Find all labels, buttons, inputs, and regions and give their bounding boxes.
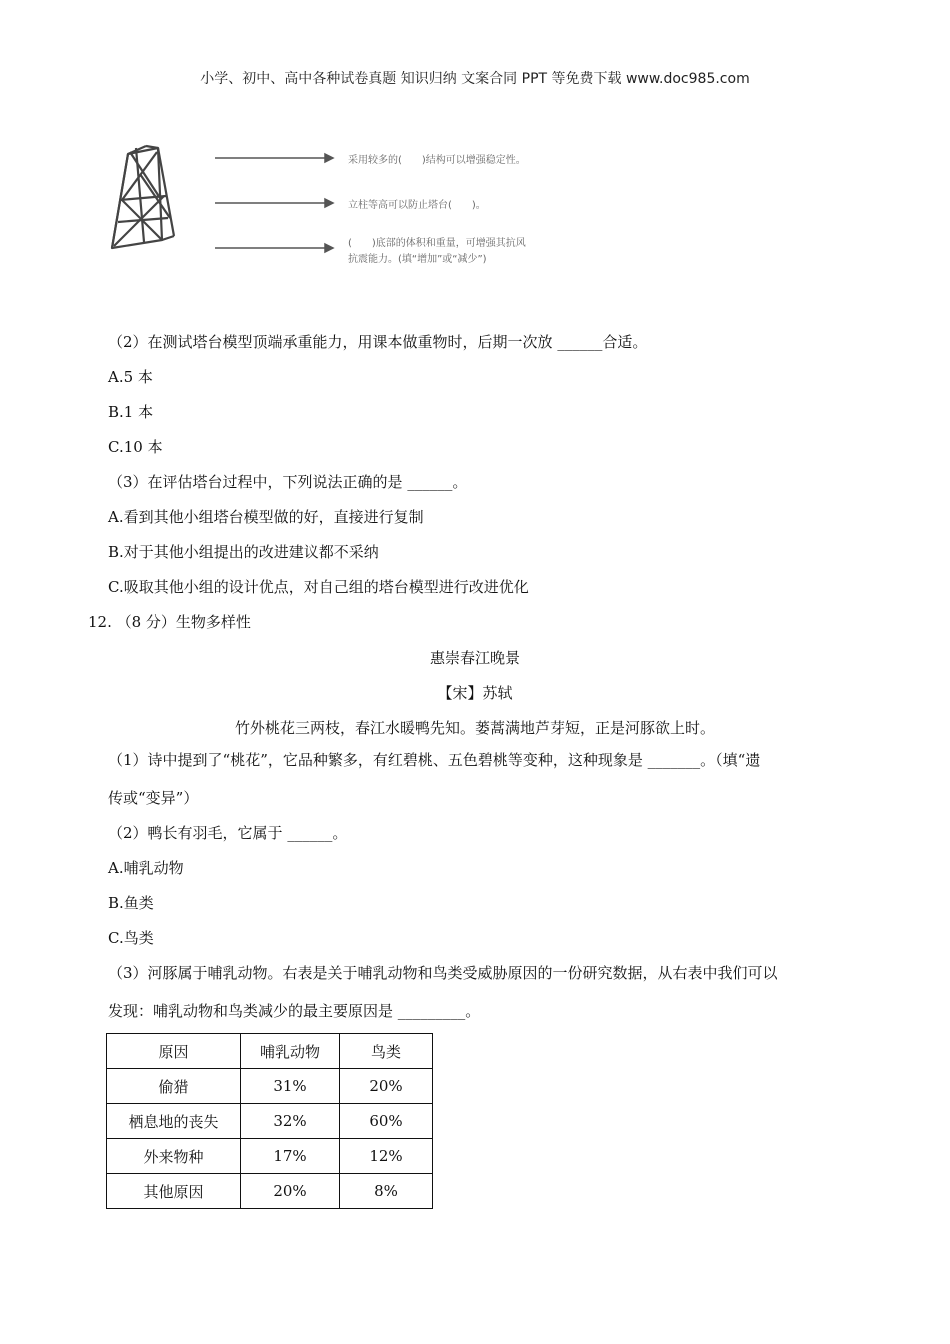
table-cell: 20% xyxy=(340,1069,433,1104)
q11-part2-option-b: B.1 本 xyxy=(108,403,154,421)
table-cell: 外来物种 xyxy=(107,1139,241,1174)
table-cell: 其他原因 xyxy=(107,1174,241,1209)
table-header-cell: 哺乳动物 xyxy=(241,1034,340,1069)
table-cell: 32% xyxy=(241,1104,340,1139)
figure-label-column: 立柱等高可以防止塔台( )。 xyxy=(348,200,486,211)
q12-part2-option-b: B.鱼类 xyxy=(108,894,154,912)
table-row xyxy=(107,1174,433,1209)
q12-part2-option-c: C.鸟类 xyxy=(108,929,154,947)
table-cell: 偷猎 xyxy=(107,1069,241,1104)
poem-text: 竹外桃花三两枝，春江水暖鸭先知。蒌蒿满地芦芽短，正是河豚欲上时。 xyxy=(234,719,715,737)
q12-part2: （2）鸭长有羽毛，它属于 ______。 xyxy=(108,824,348,842)
q12-heading: 12. （8 分）生物多样性 xyxy=(88,613,251,631)
threat-data-table xyxy=(106,1033,433,1209)
poem-author: 【宋】苏轼 xyxy=(437,684,513,702)
table-header-row xyxy=(107,1034,433,1069)
table-row xyxy=(107,1139,433,1174)
table-cell: 20% xyxy=(241,1174,340,1209)
figure-label-stability: 采用较多的( )结构可以增强稳定性。 xyxy=(348,155,526,166)
q12-part3-line2: 发现：哺乳动物和鸟类减少的最主要原因是 _________。 xyxy=(108,1002,481,1020)
q11-part2-option-a: A.5 本 xyxy=(108,368,153,386)
poem-title: 惠崇春江晚景 xyxy=(429,649,520,667)
table-row xyxy=(107,1069,433,1104)
q11-part3-option-a: A.看到其他小组塔台模型做的好，直接进行复制 xyxy=(108,508,424,526)
q12-part3-line1: （3）河豚属于哺乳动物。右表是关于哺乳动物和鸟类受威胁原因的一份研究数据，从右表中我们可以 xyxy=(108,964,778,982)
q12-part2-option-a: A.哺乳动物 xyxy=(108,859,184,877)
table-cell: 12% xyxy=(340,1139,433,1174)
figure-label-base: ( )底部的体积和重量，可增强其抗风 xyxy=(348,238,526,249)
table-cell: 17% xyxy=(241,1139,340,1174)
table-row xyxy=(107,1104,433,1139)
q11-part2: （2）在测试塔台模型顶端承重能力，用课本做重物时，后期一次放 ______合适。 xyxy=(108,333,648,351)
q12-part1-line2: 传或“变异”） xyxy=(108,789,199,807)
q11-part3: （3）在评估塔台过程中，下列说法正确的是 ______。 xyxy=(108,473,468,491)
q11-part2-option-c: C.10 本 xyxy=(108,438,163,456)
q11-part3-option-b: B.对于其他小组提出的改进建议都不采纳 xyxy=(108,543,379,561)
q11-part3-option-c: C.吸取其他小组的设计优点，对自己组的塔台模型进行改进优化 xyxy=(108,578,529,596)
table-cell: 栖息地的丧失 xyxy=(107,1104,241,1139)
tower-figure xyxy=(100,138,580,268)
table-cell: 60% xyxy=(340,1104,433,1139)
figure-label-base-note: 抗震能力。(填“增加”或“减少”) xyxy=(348,254,487,265)
table-header-cell: 原因 xyxy=(107,1034,241,1069)
table-cell: 31% xyxy=(241,1069,340,1104)
table-header-cell: 鸟类 xyxy=(340,1034,433,1069)
page-header: 小学、初中、高中各种试卷真题 知识归纳 文案合同 PPT 等免费下载 www.doc985.com xyxy=(200,71,750,87)
q12-part1-line1: （1）诗中提到了“桃花”，它品种繁多，有红碧桃、五色碧桃等变种，这种现象是 _______。（填“遗 xyxy=(108,751,761,769)
table-cell: 8% xyxy=(340,1174,433,1209)
